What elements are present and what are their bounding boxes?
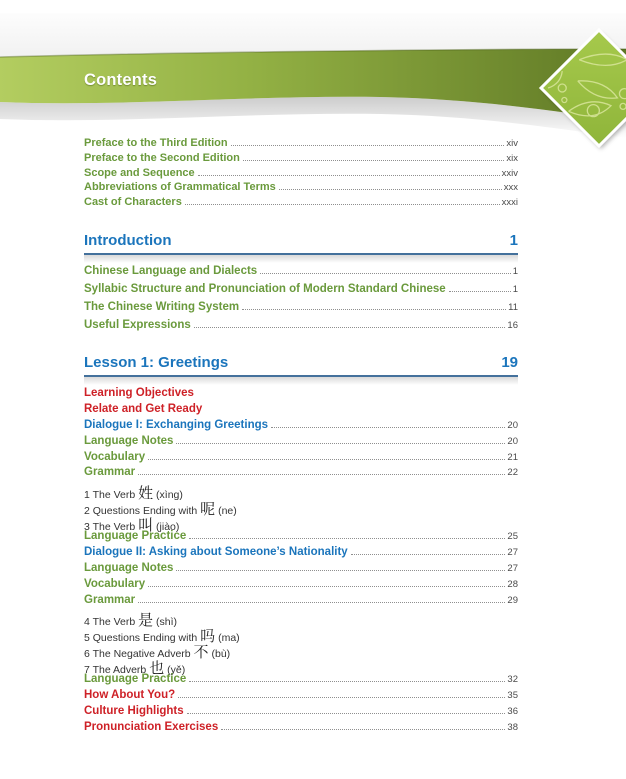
toc-entry bbox=[84, 562, 518, 578]
sections bbox=[84, 232, 518, 737]
dot-leader bbox=[231, 145, 505, 146]
entry-text: (ne) bbox=[215, 505, 237, 518]
entry-label: Syllabic Structure and Pronunciation of Modern Standard Chinese bbox=[84, 282, 446, 295]
toc-entry bbox=[84, 435, 518, 451]
page-number: 11 bbox=[508, 301, 518, 313]
dot-leader bbox=[279, 189, 502, 190]
dot-leader bbox=[189, 681, 505, 682]
page-number: 38 bbox=[507, 721, 518, 733]
entry-text: (jiào) bbox=[153, 521, 180, 534]
toc-entry bbox=[84, 594, 518, 610]
toc-entry bbox=[84, 609, 518, 630]
section-page-number: 19 bbox=[501, 353, 518, 371]
page-number: 20 bbox=[507, 435, 518, 447]
toc-entry bbox=[84, 625, 518, 646]
entry-label: Learning Objectives bbox=[84, 386, 194, 399]
entry-text: (xìng) bbox=[153, 489, 183, 502]
entry-text: (ma) bbox=[215, 632, 240, 645]
entry-label: Preface to the Third Edition bbox=[84, 137, 228, 149]
chinese-character: 是 bbox=[138, 611, 154, 630]
entry-text: (shì) bbox=[153, 616, 178, 629]
toc-entry bbox=[84, 196, 518, 211]
page-number: xxxi bbox=[501, 197, 518, 209]
toc-section bbox=[84, 354, 518, 737]
dot-leader bbox=[271, 427, 505, 428]
page-title: Contents bbox=[84, 71, 158, 89]
section-heading bbox=[84, 232, 518, 255]
entry-label: Dialogue I: Exchanging Greetings bbox=[84, 418, 269, 431]
entry-label: Vocabulary bbox=[84, 577, 146, 590]
dot-leader bbox=[243, 160, 505, 161]
toc-entry bbox=[84, 673, 518, 689]
toc-entry bbox=[84, 578, 518, 594]
entry-text: 7 The Adverb bbox=[84, 664, 150, 677]
entry-label: Relate and Get Ready bbox=[84, 402, 203, 415]
entry-text: 2 Questions Ending with bbox=[84, 505, 201, 518]
chinese-character: 吗 bbox=[200, 627, 216, 646]
dot-leader bbox=[148, 586, 505, 587]
toc-entry bbox=[84, 466, 518, 482]
section-heading bbox=[84, 354, 518, 377]
page-number: 1 bbox=[512, 265, 518, 277]
entry-text: 4 The Verb bbox=[84, 616, 139, 629]
page-number: 21 bbox=[507, 451, 518, 463]
chinese-character: 不 bbox=[193, 643, 209, 662]
toc-entry bbox=[84, 137, 518, 152]
dot-leader bbox=[176, 443, 505, 444]
dot-leader bbox=[148, 459, 505, 460]
entry-label: Preface to the Second Edition bbox=[84, 151, 240, 164]
dot-leader bbox=[351, 554, 506, 555]
entry-label: Pronunciation Exercises bbox=[84, 720, 219, 733]
page-number: 20 bbox=[507, 419, 518, 431]
page-number: 32 bbox=[507, 674, 518, 686]
front-matter-list bbox=[84, 137, 518, 211]
dot-leader bbox=[242, 309, 506, 310]
dot-leader bbox=[178, 697, 505, 698]
toc-entry bbox=[84, 641, 518, 662]
entry-label: Language Notes bbox=[84, 561, 174, 574]
entry-label: The Chinese Writing System bbox=[84, 300, 240, 313]
entry-text: 3 The Verb bbox=[84, 521, 139, 534]
page-number: 29 bbox=[507, 594, 518, 606]
entry-label: Dialogue II: Asking about Someone’s Nationality bbox=[84, 545, 348, 558]
page-number: xxx bbox=[503, 182, 518, 194]
entry-label: Abbreviations of Grammatical Terms bbox=[84, 181, 276, 194]
entry-label: Culture Highlights bbox=[84, 704, 184, 717]
dot-leader bbox=[138, 602, 505, 603]
page-number: 25 bbox=[507, 531, 518, 542]
toc-section bbox=[84, 232, 518, 337]
dot-leader bbox=[176, 570, 505, 571]
page-number: xxiv bbox=[501, 167, 518, 179]
section-entries bbox=[84, 265, 518, 337]
entry-text: (yě) bbox=[164, 664, 186, 677]
dot-leader bbox=[138, 474, 505, 475]
heading-shadow bbox=[84, 255, 518, 263]
toc-entry bbox=[84, 167, 518, 182]
page-number: xiv bbox=[506, 138, 518, 149]
toc-entry bbox=[84, 152, 518, 167]
page-number: xix bbox=[506, 152, 518, 164]
toc-entry bbox=[84, 387, 518, 403]
dot-leader bbox=[449, 291, 511, 292]
entry-label: How About You? bbox=[84, 688, 176, 701]
toc-entry bbox=[84, 319, 518, 337]
toc-entry bbox=[84, 721, 518, 737]
toc-entry bbox=[84, 482, 518, 503]
toc-entry bbox=[84, 705, 518, 721]
toc-entry bbox=[84, 419, 518, 435]
entry-label: Language Practice bbox=[84, 530, 187, 542]
diamond-ornament bbox=[541, 30, 626, 146]
section-title: Introduction bbox=[84, 231, 172, 249]
dot-leader bbox=[194, 327, 506, 328]
dot-leader bbox=[189, 538, 505, 539]
dot-leader bbox=[260, 273, 511, 274]
dot-leader bbox=[187, 713, 506, 714]
toc-entry bbox=[84, 689, 518, 705]
toc-entry bbox=[84, 301, 518, 319]
entry-label: Cast of Characters bbox=[84, 196, 182, 209]
toc-entry bbox=[84, 530, 518, 546]
entry-label: Language Practice bbox=[84, 673, 187, 686]
toc-entry bbox=[84, 265, 518, 283]
page-number: 27 bbox=[507, 546, 518, 558]
toc-entry bbox=[84, 498, 518, 519]
chinese-character: 叫 bbox=[138, 516, 154, 535]
entry-text: 1 The Verb bbox=[84, 489, 139, 502]
entry-text: 6 The Negative Adverb bbox=[84, 648, 194, 661]
toc-entry bbox=[84, 283, 518, 301]
entry-label: Grammar bbox=[84, 593, 136, 606]
entry-label: Language Notes bbox=[84, 434, 174, 447]
page-number: 22 bbox=[507, 467, 518, 479]
dot-leader bbox=[198, 175, 500, 176]
page-number: 27 bbox=[507, 562, 518, 574]
entry-text: 5 Questions Ending with bbox=[84, 632, 201, 645]
chinese-character: 也 bbox=[149, 659, 165, 678]
entry-label: Chinese Language and Dialects bbox=[84, 264, 258, 277]
toc-entry bbox=[84, 546, 518, 562]
dot-leader bbox=[221, 729, 505, 730]
entry-label: Useful Expressions bbox=[84, 318, 191, 331]
chinese-character: 呢 bbox=[200, 500, 216, 519]
chinese-character: 姓 bbox=[138, 484, 154, 503]
section-page-number: 1 bbox=[509, 231, 518, 249]
section-title: Lesson 1: Greetings bbox=[84, 353, 229, 371]
section-entries bbox=[84, 387, 518, 737]
entry-label: Grammar bbox=[84, 466, 136, 479]
toc-entry bbox=[84, 451, 518, 467]
toc-entry bbox=[84, 403, 518, 419]
page-number: 1 bbox=[512, 283, 518, 295]
entry-label: Vocabulary bbox=[84, 450, 146, 463]
page-number: 36 bbox=[507, 705, 518, 717]
page-number: 16 bbox=[507, 319, 518, 331]
entry-text: (bù) bbox=[208, 648, 231, 661]
page-number: 28 bbox=[507, 578, 518, 590]
toc-entry bbox=[84, 181, 518, 196]
page-number: 35 bbox=[507, 689, 518, 701]
heading-shadow bbox=[84, 377, 518, 385]
toc-entry bbox=[84, 657, 518, 678]
toc-entry bbox=[84, 514, 518, 535]
toc-content bbox=[84, 131, 518, 737]
entry-label: Scope and Sequence bbox=[84, 166, 195, 179]
dot-leader bbox=[185, 204, 500, 205]
